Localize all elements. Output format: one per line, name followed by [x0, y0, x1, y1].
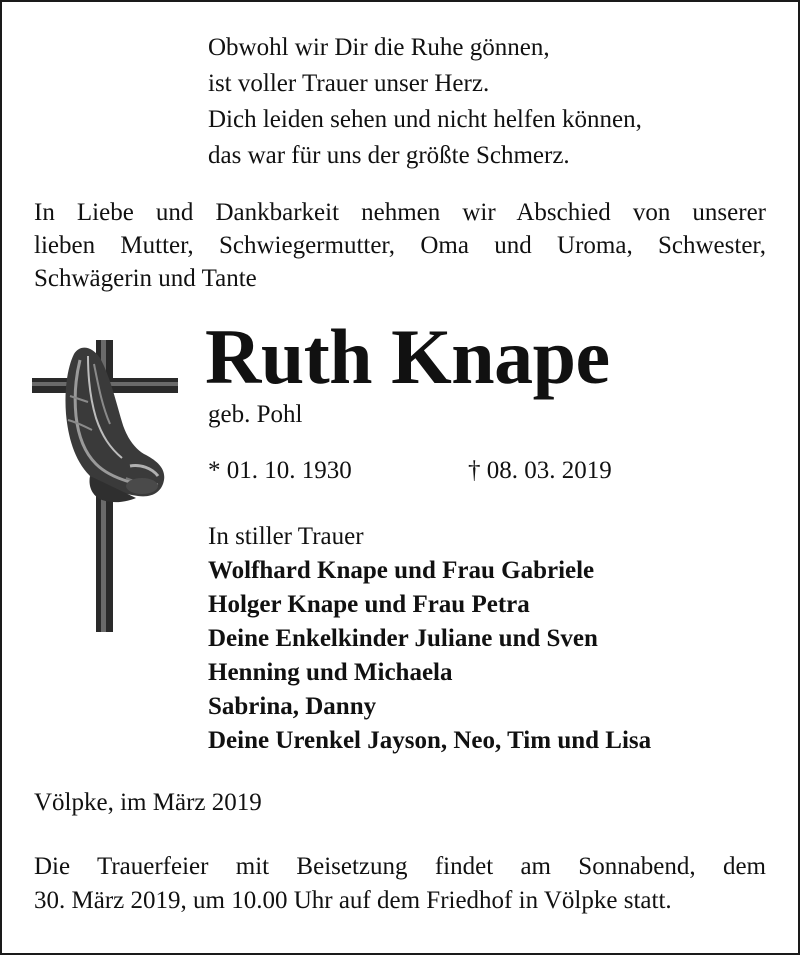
- mourner-entry: Henning und Michaela: [208, 659, 453, 686]
- poem-line: Obwohl wir Dir die Ruhe gönnen,: [208, 34, 550, 61]
- cross-with-praying-hands-icon: [30, 336, 180, 636]
- place-and-date: Völpke, im März 2019: [34, 789, 262, 816]
- deceased-name: Ruth Knape: [205, 313, 610, 400]
- intro-line: Schwägerin und Tante: [34, 265, 257, 292]
- funeral-line: 30. März 2019, um 10.00 Uhr auf dem Friedhof in Völpke statt.: [34, 887, 672, 914]
- poem-line: ist voller Trauer unser Herz.: [208, 70, 490, 97]
- mourner-entry: Sabrina, Danny: [208, 693, 377, 720]
- birth-name: geb. Pohl: [208, 401, 303, 428]
- mourner-entry: Wolfhard Knape und Frau Gabriele: [208, 557, 595, 584]
- mourners-list: [208, 554, 651, 758]
- mourning-label: In stiller Trauer: [208, 523, 364, 550]
- funeral-details: [34, 850, 766, 918]
- farewell-intro: [34, 196, 766, 295]
- poem-line: Dich leiden sehen und nicht helfen können,: [208, 106, 642, 133]
- intro-line: In Liebe und Dankbarkeit nehmen wir Abschied von unserer: [34, 199, 766, 226]
- birth-date: * 01. 10. 1930: [208, 457, 352, 484]
- death-date: † 08. 03. 2019: [468, 457, 612, 484]
- mourner-entry: Deine Enkelkinder Juliane und Sven: [208, 625, 598, 652]
- mourner-entry: Deine Urenkel Jayson, Neo, Tim und Lisa: [208, 727, 652, 754]
- funeral-line: Die Trauerfeier mit Beisetzung findet am Sonnabend, dem: [34, 853, 766, 880]
- poem-line: das war für uns der größte Schmerz.: [208, 142, 570, 169]
- memorial-poem: [208, 30, 642, 174]
- intro-line: lieben Mutter, Schwiegermutter, Oma und Uroma, Schwester,: [34, 232, 766, 259]
- mourner-entry: Holger Knape und Frau Petra: [208, 591, 530, 618]
